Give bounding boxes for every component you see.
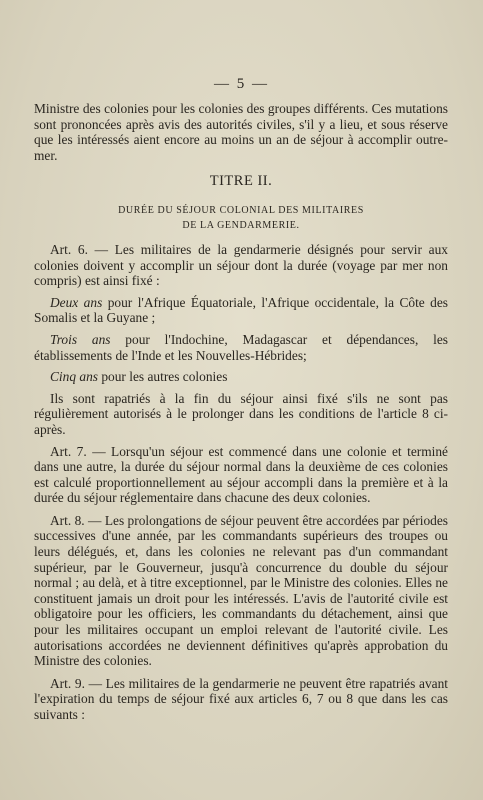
duration-two-years — [34, 295, 448, 326]
page-body — [34, 101, 448, 723]
article-8 — [34, 513, 448, 669]
article-9-text: — Les militaires de la gendarmerie ne peuvent être rapatriés avant l'expiration du temps de séjour fixé aux articles 6, 7 ou 8 que dans les cas suivants : — [34, 675, 449, 722]
article-7-text: — Lorsqu'un séjour est commencé dans une colonie et terminé dans une autre, la durée du séjour normal dans la deuxième de ces colonies est calculé proportionnellement au séjour accompli dans la première et à la durée du séjour réglementaire dans chacune des deux colonies. — [34, 443, 448, 506]
article-8-text: — Les prolongations de séjour peuvent être accordées par périodes successives d'une année, par les commandants supérieurs des troupes ou leurs délégués, et, dans les colonies ne relevant pas d'un commandant supérieur, par le Gouverneur, jusqu'à concurrence du double du séjour normal ; au delà, et à titre exceptionnel, par le Ministre des colonies. Elles ne constituent jamais un droit pour les intéressés. L'avis de l'autorité civile est obligatoire pour les officiers, les commandants du détachement, ainsi que pour les militaires occupant un emploi relevant de l'autorité civile. Les autorisations accordées ne deviennent définitives qu'après approbation du Ministre des colonies. — [34, 512, 448, 669]
duration-five-years-label: Cinq ans — [50, 369, 98, 385]
section-heading-line1: DURÉE DU SÉJOUR COLONIAL DES MILITAIRES — [118, 204, 364, 216]
duration-five-years-text: pour les autres colonies — [98, 369, 228, 385]
article-6-text: — Les militaires de la gendarmerie désignés pour servir aux colonies doivent y accomplir un séjour dont la durée (voyage par mer non compris) est ainsi fixé : — [34, 241, 448, 289]
page-number: — 5 — — [214, 76, 269, 92]
duration-two-years-text: pour l'Afrique Équatoriale, l'Afrique occidentale, la Côte des Somalis et la Guyane ; — [34, 294, 449, 326]
article-6-label: Art. 6. — [50, 241, 88, 257]
duration-three-years-text: pour l'Indochine, Madagascar et dépendances, les établissements de l'Inde et les Nouvelles-Hébrides; — [34, 331, 448, 363]
duration-three-years-label: Trois ans — [50, 331, 111, 347]
article-8-label: Art. 8. — [50, 512, 85, 528]
article-7-label: Art. 7. — [50, 443, 87, 459]
section-heading — [34, 203, 448, 233]
article-9-label: Art. 9. — [50, 675, 85, 691]
article-9 — [34, 676, 448, 723]
article-7 — [34, 444, 448, 506]
repatriation-paragraph: Ils sont rapatriés à la fin du séjour ainsi fixé s'ils ne sont pas régulièrement autorisés à le prolonger dans les conditions de l'article 8 ci-après. — [34, 390, 448, 437]
duration-two-years-label: Deux ans — [50, 294, 103, 310]
duration-five-years — [34, 369, 448, 385]
continuation-paragraph: Ministre des colonies pour les colonies des groupes différents. Ces mutations sont prononcées après avis des autorités civiles, s'il y a lieu, et sous réserve que les intéressés aient encore au moins un an de séjour à accomplir outre-mer. — [34, 101, 448, 163]
article-6 — [34, 242, 448, 289]
duration-three-years — [34, 332, 448, 363]
section-heading-line2: DE LA GENDARMERIE. — [182, 219, 300, 231]
titre-heading: TITRE II. — [209, 173, 273, 190]
